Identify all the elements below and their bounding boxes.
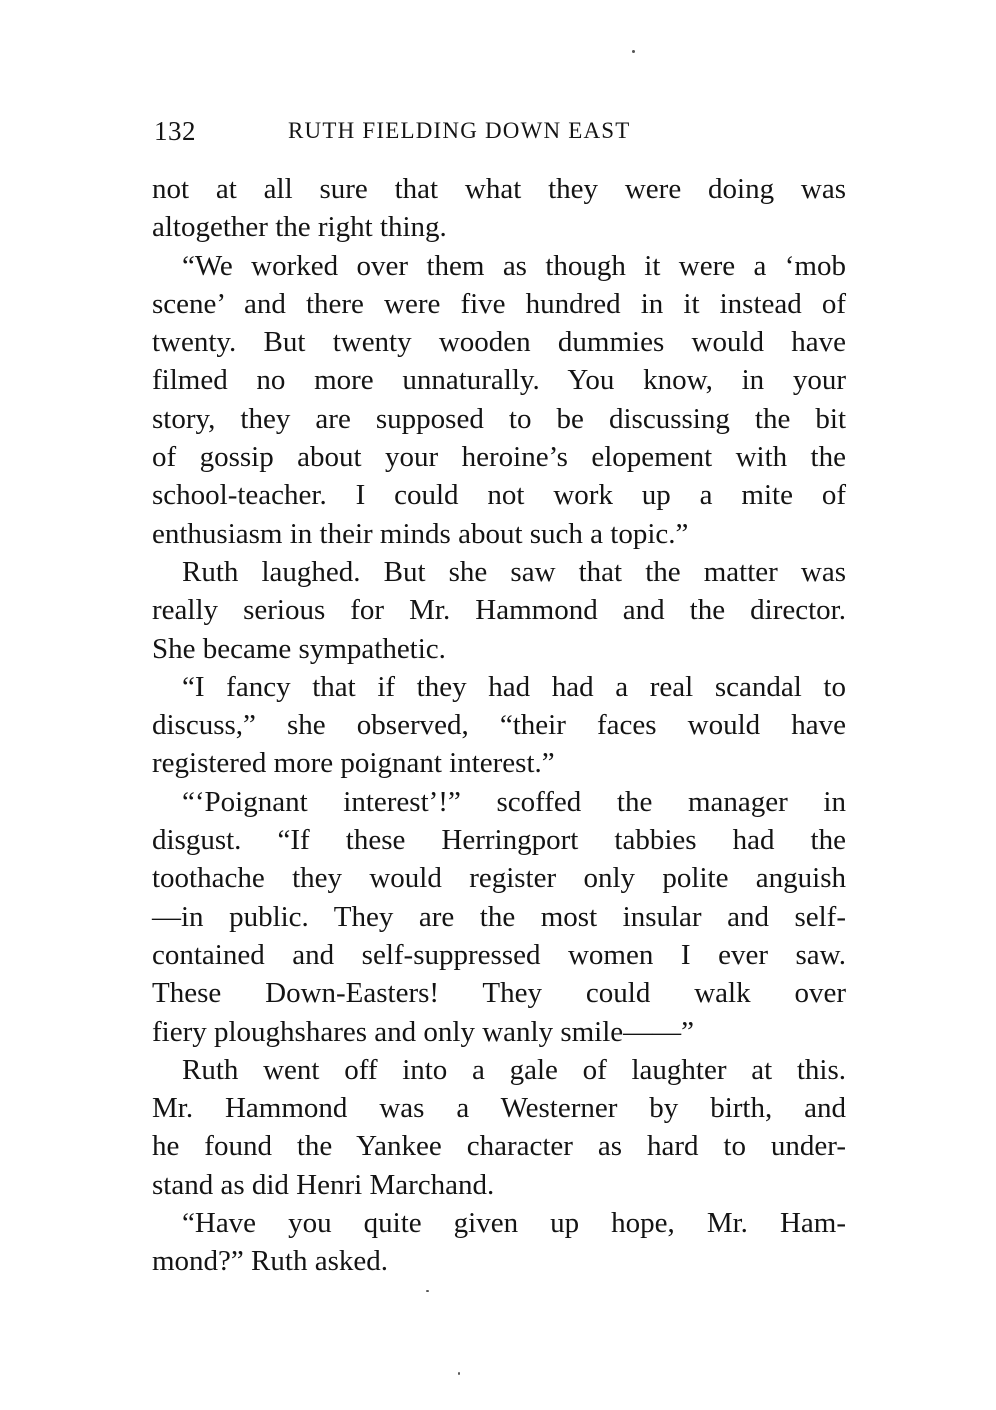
- text-line: really serious for Mr. Hammond and the director.: [152, 594, 846, 627]
- text-line: school-teacher. I could not work up a mite of: [152, 479, 846, 512]
- text-line: of gossip about your heroine’s elopement with the: [152, 441, 846, 474]
- body-text: [152, 170, 846, 1281]
- text-line: scene’ and there were five hundred in it instead of: [152, 287, 846, 320]
- text-line: Ruth went off into a gale of laughter at this.: [182, 1053, 846, 1086]
- running-title: RUTH FIELDING DOWN EAST: [288, 118, 631, 143]
- text-line: Mr. Hammond was a Westerner by birth, and: [152, 1092, 846, 1125]
- text-line: “We worked over them as though it were a ‘mob: [182, 249, 846, 282]
- text-line: enthusiasm in their minds about such a topic.”: [152, 517, 689, 550]
- text-line: disgust. “If these Herringport tabbies had the: [152, 824, 846, 857]
- scan-speck: [632, 50, 635, 53]
- text-line: toothache they would register only polite anguish: [152, 862, 846, 895]
- text-line: “Have you quite given up hope, Mr. Ham-: [182, 1207, 846, 1240]
- scan-speck: [458, 1372, 460, 1375]
- text-line: She became sympathetic.: [152, 632, 446, 665]
- text-line: “‘Poignant interest’!” scoffed the manager in: [182, 785, 846, 818]
- text-line: “I fancy that if they had had a real scandal to: [182, 670, 846, 703]
- text-line: discuss,” she observed, “their faces would have: [152, 709, 846, 742]
- text-line: twenty. But twenty wooden dummies would have: [152, 326, 846, 359]
- text-line: story, they are supposed to be discussing the bit: [152, 402, 846, 435]
- scan-speck: [426, 1290, 429, 1292]
- text-line: These Down-Easters! They could walk over: [152, 977, 846, 1010]
- text-line: registered more poignant interest.”: [152, 747, 555, 780]
- text-line: stand as did Henri Marchand.: [152, 1168, 495, 1201]
- text-line: Ruth laughed. But she saw that the matter was: [182, 555, 846, 588]
- text-line: filmed no more unnaturally. You know, in your: [152, 364, 846, 397]
- page-header: [154, 116, 854, 152]
- text-line: altogether the right thing.: [152, 211, 447, 244]
- text-line: —in public. They are the most insular and self-: [152, 900, 846, 933]
- text-line: fiery ploughshares and only wanly smile——”: [152, 1015, 695, 1048]
- page-number: 132: [154, 116, 196, 146]
- text-line: contained and self-suppressed women I ever saw.: [152, 938, 846, 971]
- text-line: not at all sure that what they were doing was: [152, 173, 846, 205]
- text-line: he found the Yankee character as hard to under-: [152, 1130, 846, 1163]
- text-line: mond?” Ruth asked.: [152, 1245, 388, 1278]
